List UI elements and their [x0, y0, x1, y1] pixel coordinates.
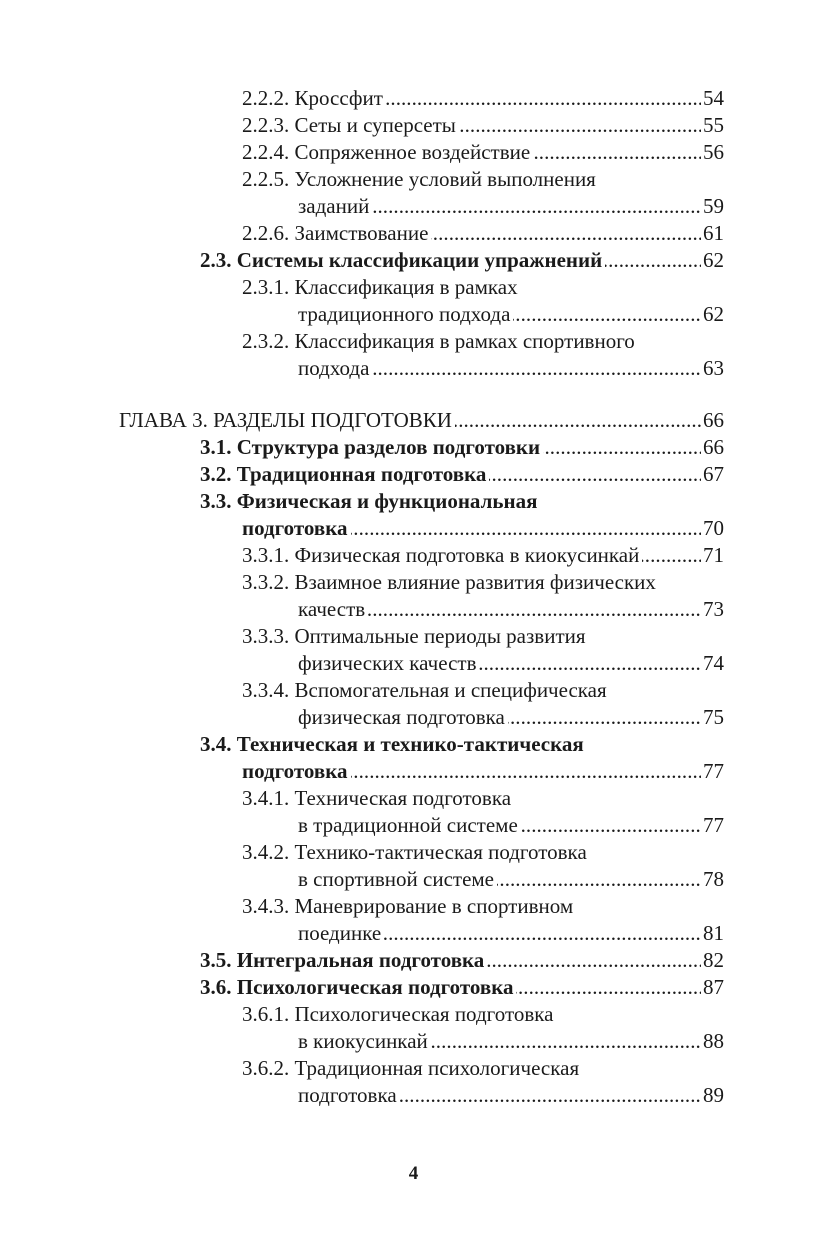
toc-entry-title: 3.3.1. Физическая подготовка в киокусинкай — [242, 542, 642, 569]
toc-entry-page: 70 — [703, 516, 724, 540]
toc-entry-title: 3.2. Традиционная подготовка — [200, 461, 489, 488]
toc-entry-title: подготовка — [242, 758, 351, 785]
toc-entry-page: 56 — [703, 140, 724, 164]
toc-entry-page: 87 — [703, 975, 724, 999]
toc-entry-page: 82 — [703, 948, 724, 972]
toc-entry — [242, 220, 724, 247]
toc-entry-title: 3.6.1. Психологическая подготовка — [242, 1001, 556, 1028]
toc-entry-title: подготовка — [298, 1082, 400, 1109]
toc-entry-page: 55 — [703, 113, 724, 137]
toc-entry — [298, 650, 724, 677]
toc-entry — [298, 301, 724, 328]
toc-entry — [242, 112, 724, 139]
toc-entry-page: 54 — [703, 86, 724, 110]
toc-entry-title: 3.4.2. Технико-тактическая подготовка — [242, 839, 590, 866]
toc-entry-page: 75 — [703, 705, 724, 729]
toc-entry-title: 2.2.2. Кроссфит — [242, 85, 386, 112]
toc-entry — [242, 139, 724, 166]
toc-entry-page: 73 — [703, 597, 724, 621]
toc-entry — [200, 974, 724, 1001]
toc-entry — [200, 488, 724, 515]
page-number: 4 — [408, 1163, 419, 1184]
toc-entry — [298, 1028, 724, 1055]
toc-entry-page: 74 — [703, 651, 724, 675]
toc-entry-page: 59 — [703, 194, 724, 218]
toc-entry-title: 3.3.3. Оптимальные периоды развития — [242, 623, 589, 650]
toc-entry-page: 67 — [703, 462, 724, 486]
toc-entry-title: в киокусинкай — [298, 1028, 431, 1055]
toc-entry-title: 2.2.6. Заимствование — [242, 220, 431, 247]
toc-entry — [298, 1082, 724, 1109]
toc-entry — [298, 812, 724, 839]
toc-entry-title: 2.2.4. Сопряженное воздействие — [242, 139, 533, 166]
toc-entry-title: ГЛАВА 3. РАЗДЕЛЫ ПОДГОТОВКИ — [119, 407, 455, 434]
toc-entry-title: в традиционной системе — [298, 812, 521, 839]
toc-entry-title: 2.2.3. Сеты и суперсеты — [242, 112, 459, 139]
toc-entry-title: 3.6.2. Традиционная психологическая — [242, 1055, 582, 1082]
toc-entry — [200, 434, 724, 461]
toc-entry — [242, 758, 724, 785]
toc-entry-title: 3.4. Техническая и технико-тактическая — [200, 731, 587, 758]
toc-entry — [242, 569, 724, 596]
toc-entry — [242, 839, 724, 866]
toc-entry — [242, 85, 724, 112]
toc-entry-page: 61 — [703, 221, 724, 245]
toc-entry-title: подготовка — [242, 515, 351, 542]
toc-entry-title: физическая подготовка — [298, 704, 508, 731]
toc-entry-page: 71 — [703, 543, 724, 567]
toc-entry-page: 88 — [703, 1029, 724, 1053]
toc-entry — [200, 247, 724, 274]
toc-entry-page: 78 — [703, 867, 724, 891]
toc-entry-title: традиционного подхода — [298, 301, 513, 328]
toc-entry — [242, 1055, 724, 1082]
toc-entry-page: 89 — [703, 1083, 724, 1107]
toc-entry-page: 62 — [703, 248, 724, 272]
toc-chapter-entry — [119, 407, 724, 434]
toc-entry — [242, 785, 724, 812]
toc-entry — [298, 355, 724, 382]
toc-entry — [242, 677, 724, 704]
toc-entry-title: 3.5. Интегральная подготовка — [200, 947, 487, 974]
toc-entry-title: 3.3. Физическая и функциональная — [200, 488, 540, 515]
toc-entry-page: 81 — [703, 921, 724, 945]
toc-entry — [200, 947, 724, 974]
toc-entry-page: 77 — [703, 759, 724, 783]
toc-entry — [298, 596, 724, 623]
toc-entry-title: подхода — [298, 355, 372, 382]
toc-entry — [298, 193, 724, 220]
toc-entry-page: 77 — [703, 813, 724, 837]
toc-entry-title: поединке — [298, 920, 384, 947]
toc-entry-title: 3.6. Психологическая подготовка — [200, 974, 516, 1001]
toc-entry-page: 66 — [703, 408, 724, 432]
toc-entry — [242, 542, 724, 569]
toc-entry — [298, 866, 724, 893]
toc-entry-title: 3.3.4. Вспомогательная и специфическая — [242, 677, 610, 704]
toc-entry-title: 2.3.2. Классификация в рамках спортивного — [242, 328, 638, 355]
toc-entry — [242, 515, 724, 542]
toc-entry — [200, 461, 724, 488]
toc-entry-title: 2.3.1. Классификация в рамках — [242, 274, 521, 301]
toc-entry-title: заданий — [298, 193, 372, 220]
toc-entry-title: в спортивной системе — [298, 866, 497, 893]
toc-entry-title: 2.3. Системы классификации упражнений — [200, 247, 605, 274]
toc-entry — [298, 920, 724, 947]
toc-entry-title: 2.2.5. Усложнение условий выполнения — [242, 166, 599, 193]
toc-entry-title: 3.1. Структура разделов подготовки — [200, 434, 543, 461]
toc-entry — [242, 328, 724, 355]
toc-entry — [242, 166, 724, 193]
toc-entry — [242, 274, 724, 301]
toc-entry-page: 63 — [703, 356, 724, 380]
toc-entry — [298, 704, 724, 731]
toc-entry — [200, 731, 724, 758]
toc-entry-page: 62 — [703, 302, 724, 326]
toc-entry-title: физических качеств — [298, 650, 479, 677]
toc-entry-title: 3.4.3. Маневрирование в спортивном — [242, 893, 576, 920]
toc-entry-title: качеств — [298, 596, 368, 623]
toc-entry-page: 66 — [703, 435, 724, 459]
toc-entry — [242, 893, 724, 920]
toc-entry — [242, 1001, 724, 1028]
toc-entry-title: 3.4.1. Техническая подготовка — [242, 785, 514, 812]
toc-entry-title: 3.3.2. Взаимное влияние развития физических — [242, 569, 659, 596]
toc-entry — [242, 623, 724, 650]
